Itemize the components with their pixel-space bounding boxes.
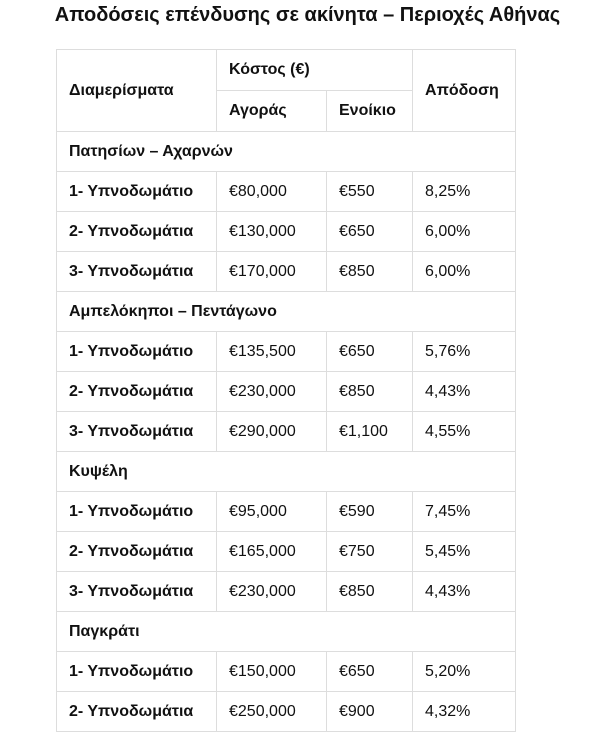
area-name: Αμπελόκηποι – Πεντάγωνο xyxy=(57,292,516,332)
rent-cost: €900 xyxy=(327,692,413,732)
table-row xyxy=(57,492,516,532)
apartment-type: 2- Υπνοδωμάτια xyxy=(57,372,217,412)
yields-table xyxy=(56,49,516,732)
yield-value: 8,25% xyxy=(413,172,516,212)
table-body xyxy=(57,132,516,732)
table-row xyxy=(57,172,516,212)
rent-cost: €850 xyxy=(327,252,413,292)
table-row xyxy=(57,412,516,452)
apartment-type: 2- Υπνοδωμάτια xyxy=(57,692,217,732)
rent-cost: €550 xyxy=(327,172,413,212)
table-row xyxy=(57,652,516,692)
apartment-type: 1- Υπνοδωμάτιο xyxy=(57,652,217,692)
apartment-type: 1- Υπνοδωμάτιο xyxy=(57,492,217,532)
rent-cost: €850 xyxy=(327,372,413,412)
apartment-type: 3- Υπνοδωμάτια xyxy=(57,252,217,292)
table-header xyxy=(57,50,516,132)
purchase-cost: €290,000 xyxy=(217,412,327,452)
purchase-cost: €150,000 xyxy=(217,652,327,692)
apartment-type: 2- Υπνοδωμάτια xyxy=(57,532,217,572)
purchase-cost: €135,500 xyxy=(217,332,327,372)
yield-value: 4,43% xyxy=(413,572,516,612)
purchase-cost: €95,000 xyxy=(217,492,327,532)
yield-value: 6,00% xyxy=(413,252,516,292)
header-rent: Ενοίκιο xyxy=(327,91,413,132)
yield-value: 4,32% xyxy=(413,692,516,732)
area-name: Πατησίων – Αχαρνών xyxy=(57,132,516,172)
group-row xyxy=(57,132,516,172)
rent-cost: €650 xyxy=(327,652,413,692)
purchase-cost: €165,000 xyxy=(217,532,327,572)
apartment-type: 1- Υπνοδωμάτιο xyxy=(57,172,217,212)
table-row xyxy=(57,692,516,732)
header-purchase: Αγοράς xyxy=(217,91,327,132)
yield-value: 5,76% xyxy=(413,332,516,372)
purchase-cost: €170,000 xyxy=(217,252,327,292)
group-row xyxy=(57,292,516,332)
yield-value: 5,20% xyxy=(413,652,516,692)
apartment-type: 1- Υπνοδωμάτιο xyxy=(57,332,217,372)
table-row xyxy=(57,572,516,612)
header-apartments: Διαμερίσματα xyxy=(57,50,217,132)
purchase-cost: €130,000 xyxy=(217,212,327,252)
yield-value: 4,55% xyxy=(413,412,516,452)
purchase-cost: €230,000 xyxy=(217,372,327,412)
purchase-cost: €80,000 xyxy=(217,172,327,212)
table-row xyxy=(57,332,516,372)
apartment-type: 3- Υπνοδωμάτια xyxy=(57,412,217,452)
yield-value: 4,43% xyxy=(413,372,516,412)
table-row xyxy=(57,372,516,412)
rent-cost: €650 xyxy=(327,332,413,372)
area-name: Παγκράτι xyxy=(57,612,516,652)
group-row xyxy=(57,452,516,492)
table-row xyxy=(57,252,516,292)
area-name: Κυψέλη xyxy=(57,452,516,492)
purchase-cost: €250,000 xyxy=(217,692,327,732)
header-cost: Κόστος (€) xyxy=(217,50,413,91)
yield-value: 6,00% xyxy=(413,212,516,252)
table-row xyxy=(57,532,516,572)
rent-cost: €1,100 xyxy=(327,412,413,452)
rent-cost: €590 xyxy=(327,492,413,532)
rent-cost: €750 xyxy=(327,532,413,572)
yield-value: 5,45% xyxy=(413,532,516,572)
table-row xyxy=(57,212,516,252)
apartment-type: 2- Υπνοδωμάτια xyxy=(57,212,217,252)
apartment-type: 3- Υπνοδωμάτια xyxy=(57,572,217,612)
header-yield: Απόδοση xyxy=(413,50,516,132)
header-row xyxy=(57,50,516,91)
rent-cost: €850 xyxy=(327,572,413,612)
group-row xyxy=(57,612,516,652)
page-title: Αποδόσεις επένδυσης σε ακίνητα – Περιοχές Αθήνας xyxy=(54,4,561,26)
yield-value: 7,45% xyxy=(413,492,516,532)
rent-cost: €650 xyxy=(327,212,413,252)
purchase-cost: €230,000 xyxy=(217,572,327,612)
